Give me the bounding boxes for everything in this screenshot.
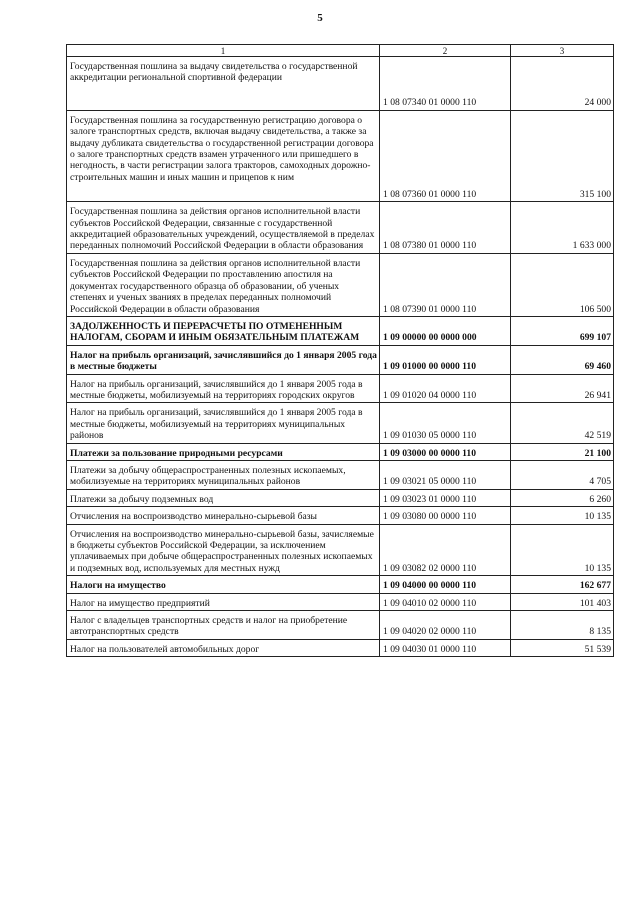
- budget-code: 1 09 04000 00 0000 110: [380, 576, 511, 593]
- budget-code: 1 09 03080 00 0000 110: [380, 507, 511, 524]
- table-row: [67, 593, 614, 610]
- table-row: [67, 374, 614, 403]
- revenue-name: Налог на прибыль организаций, зачислявшийся до 1 января 2005 года в местные бюджеты, мобилизуемый на территориях городских округов: [70, 378, 363, 401]
- column-number-row: [67, 45, 614, 57]
- budget-code: 1 08 07390 01 0000 110: [380, 253, 511, 316]
- table-row: [67, 524, 614, 576]
- revenue-name: Платежи за добычу общераспространенных полезных ископаемых, мобилизуемые на территориях муниципальных районов: [70, 464, 346, 488]
- amount: 51 539: [511, 639, 614, 656]
- revenue-name: Налог на имущество предприятий: [70, 597, 210, 609]
- revenue-name-cell: [67, 110, 380, 201]
- revenue-name-cell: [67, 316, 380, 345]
- revenue-name-cell: [67, 253, 380, 316]
- table-row: [67, 403, 614, 443]
- amount: 315 100: [511, 110, 614, 201]
- table-row: [67, 202, 614, 254]
- amount: 106 500: [511, 253, 614, 316]
- revenue-name: Налоги на имущество: [70, 580, 166, 592]
- budget-code: 1 09 04010 02 0000 110: [380, 593, 511, 610]
- budget-code: 1 09 01000 00 0000 110: [380, 345, 511, 374]
- column-number-3: 3: [511, 45, 614, 57]
- table-row: [67, 316, 614, 345]
- revenue-name: Платежи за добычу подземных вод: [70, 493, 214, 505]
- amount: 24 000: [511, 57, 614, 111]
- amount: 1 633 000: [511, 202, 614, 254]
- revenue-name-cell: [67, 202, 380, 254]
- revenue-name: ЗАДОЛЖЕННОСТЬ И ПЕРЕРАСЧЕТЫ ПО ОТМЕНЕННЫМ НАЛОГАМ, СБОРАМ И ИНЫМ ОБЯЗАТЕЛЬНЫМ ПЛАТЕЖАМ: [70, 320, 360, 344]
- table-row: [67, 611, 614, 640]
- revenue-name: Государственная пошлина за государственную регистрацию договора о залоге транспортных средств, включая выдачу свидетельства, а также за выдачу дубликата свидетельства о государственной регистрации договора о залоге транспортных средств взамен утраченного или пришедшего в негодность, в части регистрации залога тракторов, самоходных дорожно-строительных машин и иных машин и прицепов к ним: [70, 114, 374, 183]
- revenue-name-cell: [67, 611, 380, 640]
- column-number-1: 1: [67, 45, 380, 57]
- table-row: [67, 253, 614, 316]
- table-row: [67, 460, 614, 489]
- amount: 162 677: [511, 576, 614, 593]
- budget-code: 1 09 00000 00 0000 000: [380, 316, 511, 345]
- budget-code: 1 09 03082 02 0000 110: [380, 524, 511, 576]
- amount: 6 260: [511, 489, 614, 506]
- column-number-2: 2: [380, 45, 511, 57]
- table-row: [67, 443, 614, 460]
- budget-code: 1 08 07360 01 0000 110: [380, 110, 511, 201]
- revenue-name-cell: [67, 57, 380, 111]
- table-row: [67, 57, 614, 111]
- revenue-name: Налог на прибыль организаций, зачислявшийся до 1 января 2005 года в местные бюджеты: [70, 349, 377, 373]
- budget-code: 1 09 04030 01 0000 110: [380, 639, 511, 656]
- revenue-name-cell: [67, 576, 380, 593]
- revenue-name-cell: [67, 524, 380, 576]
- amount: 8 135: [511, 611, 614, 640]
- page-number: 5: [317, 12, 323, 24]
- revenue-name: Налог на пользователей автомобильных дорог: [70, 643, 260, 655]
- table-row: [67, 489, 614, 506]
- revenue-name-cell: [67, 403, 380, 443]
- budget-code: 1 08 07380 01 0000 110: [380, 202, 511, 254]
- revenue-name-cell: [67, 593, 380, 610]
- revenue-name: Государственная пошлина за действия органов исполнительной власти субъектов Российской Федерации, связанные с государственной аккредитацией образовательных учреждений, осуществляемой в пределах переданных полномочий Российской Федерации в области образования: [70, 206, 375, 252]
- budget-revenue-table: [66, 44, 614, 657]
- amount: 101 403: [511, 593, 614, 610]
- revenue-name-cell: [67, 374, 380, 403]
- table-row: [67, 110, 614, 201]
- amount: 699 107: [511, 316, 614, 345]
- revenue-name: Платежи за пользование природными ресурсами: [70, 447, 283, 459]
- revenue-name-cell: [67, 460, 380, 489]
- budget-code: 1 09 03021 05 0000 110: [380, 460, 511, 489]
- amount: 4 705: [511, 460, 614, 489]
- revenue-name-cell: [67, 345, 380, 374]
- revenue-name: Отчисления на воспроизводство минерально-сырьевой базы, зачисляемые в бюджеты субъектов Российской Федерации, за исключением уплачиваемых при добыче общераспространенных полезных ископаемых и подземных вод, используемых для местных нужд: [70, 528, 374, 574]
- amount: 21 100: [511, 443, 614, 460]
- amount: 10 135: [511, 524, 614, 576]
- budget-code: 1 09 03000 00 0000 110: [380, 443, 511, 460]
- amount: 10 135: [511, 507, 614, 524]
- budget-code: 1 09 04020 02 0000 110: [380, 611, 511, 640]
- budget-code: 1 09 03023 01 0000 110: [380, 489, 511, 506]
- revenue-name: Налог с владельцев транспортных средств и налог на приобретение автотранспортных средств: [70, 615, 348, 638]
- budget-code: 1 09 01020 04 0000 110: [380, 374, 511, 403]
- revenue-name: Налог на прибыль организаций, зачислявшийся до 1 января 2005 года в местные бюджеты, мобилизуемый на территориях муниципальных районов: [70, 407, 363, 442]
- revenue-name-cell: [67, 489, 380, 506]
- amount: 26 941: [511, 374, 614, 403]
- revenue-name: Государственная пошлина за выдачу свидетельства о государственной аккредитации региональной спортивной федерации: [70, 61, 358, 84]
- revenue-name-cell: [67, 443, 380, 460]
- budget-code: 1 08 07340 01 0000 110: [380, 57, 511, 111]
- budget-code: 1 09 01030 05 0000 110: [380, 403, 511, 443]
- table-row: [67, 576, 614, 593]
- table-row: [67, 507, 614, 524]
- revenue-name-cell: [67, 507, 380, 524]
- table-row: [67, 345, 614, 374]
- table-row: [67, 639, 614, 656]
- revenue-name: Отчисления на воспроизводство минерально-сырьевой базы: [70, 511, 317, 523]
- revenue-name: Государственная пошлина за действия органов исполнительной власти субъектов Российской Федерации по проставлению апостиля на документах государственного образца об образовании, об ученых степенях и ученых званиях в пределах переданных полномочий Российской Федерации в области образования: [70, 257, 361, 315]
- revenue-name-cell: [67, 639, 380, 656]
- amount: 42 519: [511, 403, 614, 443]
- amount: 69 460: [511, 345, 614, 374]
